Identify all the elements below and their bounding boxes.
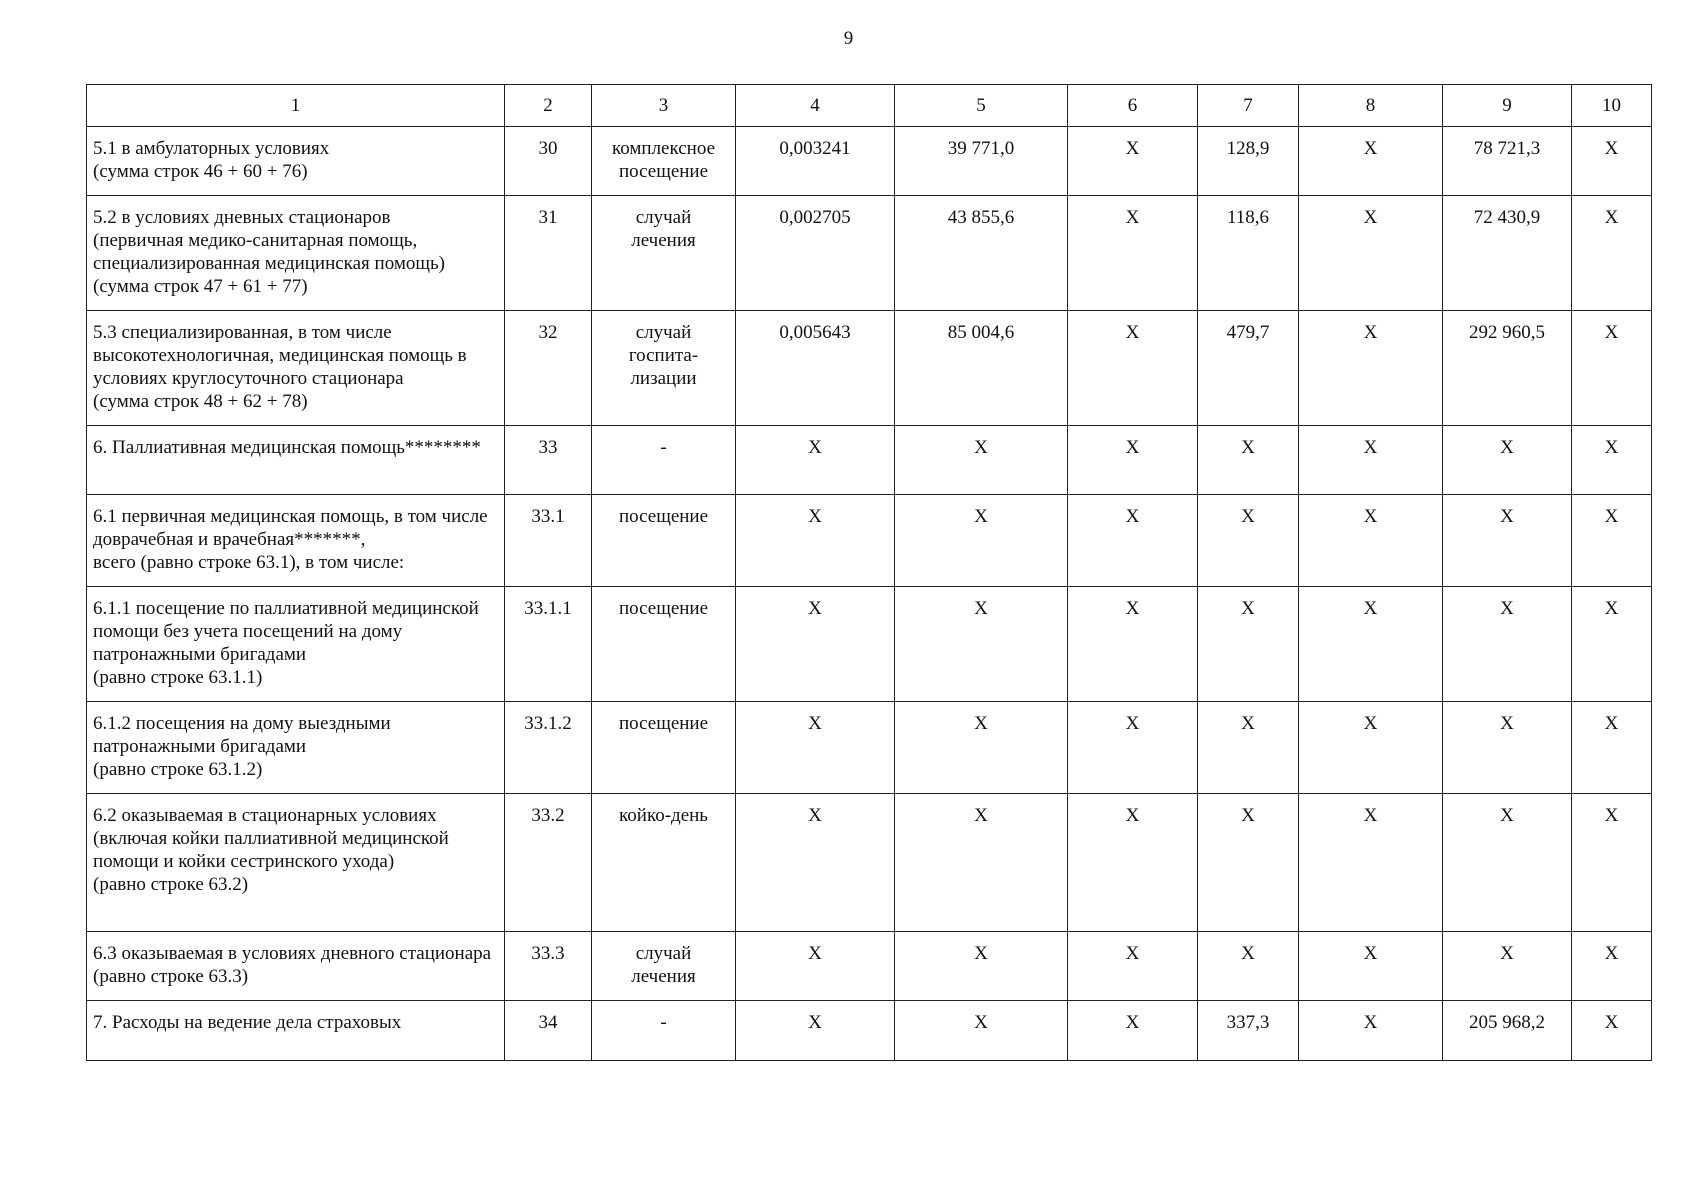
table-row xyxy=(87,426,1652,495)
table-row xyxy=(87,932,1652,1001)
value-cell: Х xyxy=(1572,702,1652,794)
value-cell: Х xyxy=(1299,587,1443,702)
value-cell: 205 968,2 xyxy=(1443,1001,1572,1061)
value-cell: 72 430,9 xyxy=(1443,196,1572,311)
table-row xyxy=(87,127,1652,196)
value-cell: Х xyxy=(1443,794,1572,932)
row-number-cell: 30 xyxy=(505,127,592,196)
value-cell: Х xyxy=(1299,127,1443,196)
value-cell: Х xyxy=(1068,587,1198,702)
value-cell: 337,3 xyxy=(1198,1001,1299,1061)
value-cell: Х xyxy=(1443,495,1572,587)
value-cell: Х xyxy=(1198,495,1299,587)
unit-cell: - xyxy=(592,1001,736,1061)
value-cell: Х xyxy=(1068,426,1198,495)
value-cell: Х xyxy=(736,1001,895,1061)
row-name-cell: 6.1.2 посещения на дому выездными патронажными бригадами (равно строке 63.1.2) xyxy=(87,702,505,794)
header-cell: 4 xyxy=(736,85,895,127)
value-cell: Х xyxy=(736,794,895,932)
header-cell: 6 xyxy=(1068,85,1198,127)
row-name-cell: 6.1.1 посещение по паллиативной медицинской помощи без учета посещений на дому патронажными бригадами (равно строке 63.1.1) xyxy=(87,587,505,702)
value-cell: Х xyxy=(1572,1001,1652,1061)
value-cell: Х xyxy=(736,587,895,702)
value-cell: Х xyxy=(1299,1001,1443,1061)
value-cell: Х xyxy=(1299,702,1443,794)
header-cell: 10 xyxy=(1572,85,1652,127)
value-cell: Х xyxy=(1198,702,1299,794)
value-cell: 0,003241 xyxy=(736,127,895,196)
value-cell: Х xyxy=(1198,587,1299,702)
value-cell: 292 960,5 xyxy=(1443,311,1572,426)
table-row xyxy=(87,794,1652,932)
value-cell: Х xyxy=(1068,702,1198,794)
data-table xyxy=(86,84,1652,1061)
unit-cell: - xyxy=(592,426,736,495)
value-cell: Х xyxy=(1572,587,1652,702)
value-cell: 78 721,3 xyxy=(1443,127,1572,196)
row-name-cell: 6.2 оказываемая в стационарных условиях (включая койки паллиативной медицинской помощи и койки сестринского ухода) (равно строке 63.2) xyxy=(87,794,505,932)
row-name-cell: 6.1 первичная медицинская помощь, в том числе доврачебная и врачебная*******, всего (равно строке 63.1), в том числе: xyxy=(87,495,505,587)
value-cell: Х xyxy=(1572,495,1652,587)
value-cell: 0,005643 xyxy=(736,311,895,426)
table-row xyxy=(87,587,1652,702)
unit-cell: комплексное посещение xyxy=(592,127,736,196)
row-number-cell: 31 xyxy=(505,196,592,311)
value-cell: Х xyxy=(1198,932,1299,1001)
value-cell: Х xyxy=(895,426,1068,495)
row-number-cell: 32 xyxy=(505,311,592,426)
value-cell: Х xyxy=(895,1001,1068,1061)
row-number-cell: 33.2 xyxy=(505,794,592,932)
value-cell: Х xyxy=(1572,426,1652,495)
unit-cell: случай лечения xyxy=(592,932,736,1001)
value-cell: 128,9 xyxy=(1198,127,1299,196)
table-row xyxy=(87,495,1652,587)
value-cell: Х xyxy=(1443,587,1572,702)
header-cell: 2 xyxy=(505,85,592,127)
value-cell: 43 855,6 xyxy=(895,196,1068,311)
unit-cell: случай госпита- лизации xyxy=(592,311,736,426)
table-row xyxy=(87,702,1652,794)
value-cell: Х xyxy=(1068,196,1198,311)
unit-cell: посещение xyxy=(592,587,736,702)
value-cell: 85 004,6 xyxy=(895,311,1068,426)
value-cell: Х xyxy=(1068,1001,1198,1061)
header-cell: 1 xyxy=(87,85,505,127)
row-name-cell: 7. Расходы на ведение дела страховых xyxy=(87,1001,505,1061)
value-cell: Х xyxy=(1299,495,1443,587)
row-name-cell: 6.3 оказываемая в условиях дневного стационара (равно строке 63.3) xyxy=(87,932,505,1001)
unit-cell: койко-день xyxy=(592,794,736,932)
value-cell: Х xyxy=(1299,311,1443,426)
value-cell: Х xyxy=(1068,495,1198,587)
value-cell: Х xyxy=(1198,426,1299,495)
unit-cell: посещение xyxy=(592,702,736,794)
value-cell: Х xyxy=(1572,932,1652,1001)
value-cell: Х xyxy=(1572,311,1652,426)
value-cell: 479,7 xyxy=(1198,311,1299,426)
table-row xyxy=(87,1001,1652,1061)
row-name-cell: 5.1 в амбулаторных условиях (сумма строк 46 + 60 + 76) xyxy=(87,127,505,196)
value-cell: Х xyxy=(1299,196,1443,311)
table-row xyxy=(87,196,1652,311)
value-cell: Х xyxy=(1299,426,1443,495)
value-cell: Х xyxy=(736,495,895,587)
value-cell: Х xyxy=(1443,426,1572,495)
unit-cell: посещение xyxy=(592,495,736,587)
row-number-cell: 33.3 xyxy=(505,932,592,1001)
value-cell: Х xyxy=(1299,932,1443,1001)
table-header-row xyxy=(87,85,1652,127)
value-cell: Х xyxy=(1572,794,1652,932)
value-cell: Х xyxy=(1572,127,1652,196)
value-cell: Х xyxy=(736,932,895,1001)
row-number-cell: 33 xyxy=(505,426,592,495)
value-cell: Х xyxy=(895,702,1068,794)
value-cell: Х xyxy=(895,932,1068,1001)
value-cell: Х xyxy=(1299,794,1443,932)
value-cell: Х xyxy=(1572,196,1652,311)
value-cell: 39 771,0 xyxy=(895,127,1068,196)
value-cell: Х xyxy=(1443,702,1572,794)
header-cell: 9 xyxy=(1443,85,1572,127)
value-cell: Х xyxy=(895,587,1068,702)
unit-cell: случай лечения xyxy=(592,196,736,311)
header-cell: 8 xyxy=(1299,85,1443,127)
value-cell: Х xyxy=(895,794,1068,932)
value-cell: Х xyxy=(1068,311,1198,426)
row-name-cell: 6. Паллиативная медицинская помощь******** xyxy=(87,426,505,495)
row-number-cell: 33.1.1 xyxy=(505,587,592,702)
header-cell: 3 xyxy=(592,85,736,127)
page-number: 9 xyxy=(843,28,854,49)
row-name-cell: 5.3 специализированная, в том числе высокотехнологичная, медицинская помощь в условиях круглосуточного стационара (сумма строк 48 + 62 + 78) xyxy=(87,311,505,426)
value-cell: Х xyxy=(895,495,1068,587)
value-cell: 118,6 xyxy=(1198,196,1299,311)
value-cell: Х xyxy=(1443,932,1572,1001)
value-cell: Х xyxy=(1068,794,1198,932)
row-name-cell: 5.2 в условиях дневных стационаров (первичная медико-санитарная помощь, специализированная медицинская помощь) (сумма строк 47 + 61 + 77) xyxy=(87,196,505,311)
row-number-cell: 33.1.2 xyxy=(505,702,592,794)
header-cell: 7 xyxy=(1198,85,1299,127)
header-cell: 5 xyxy=(895,85,1068,127)
value-cell: Х xyxy=(736,426,895,495)
table-row xyxy=(87,311,1652,426)
value-cell: 0,002705 xyxy=(736,196,895,311)
value-cell: Х xyxy=(1068,932,1198,1001)
value-cell: Х xyxy=(1198,794,1299,932)
row-number-cell: 33.1 xyxy=(505,495,592,587)
row-number-cell: 34 xyxy=(505,1001,592,1061)
value-cell: Х xyxy=(736,702,895,794)
value-cell: Х xyxy=(1068,127,1198,196)
